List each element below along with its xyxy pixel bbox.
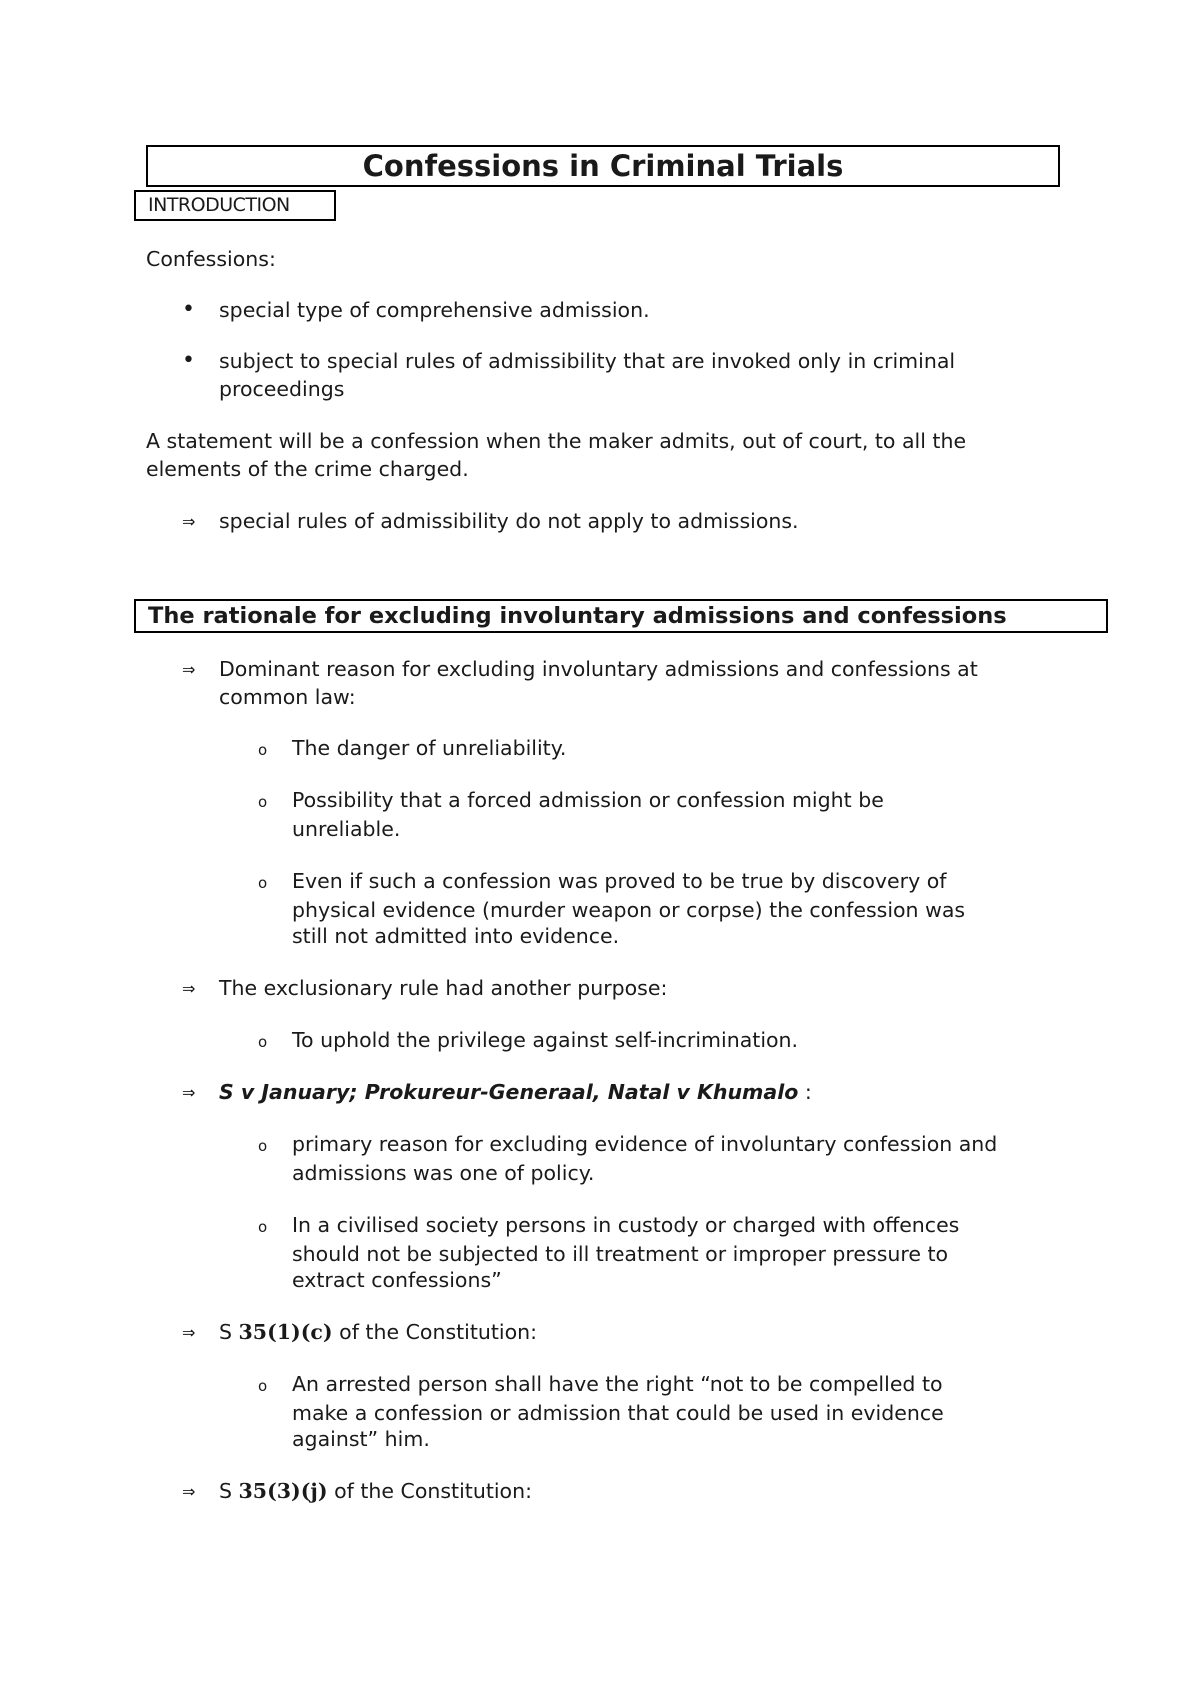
intro-bullet-2-line-1: subject to special rules of admissibility that are invoked only in criminal [219,349,956,373]
point-1-line-1: Dominant reason for excluding involuntary admissions and confessions at [219,657,978,681]
intro-lead: Confessions: [146,247,276,271]
point-1-sub-3-line-3: still not admitted into evidence. [292,924,620,948]
circle-marker: o [258,874,268,892]
section-suffix: of the Constitution: [334,1479,532,1503]
constitution-section-ref: 35(1)(c) [238,1320,333,1344]
case-citation: S v January; Prokureur-Generaal, Natal v Khumalo [219,1080,799,1104]
bullet-marker: • [182,348,195,373]
arrow-marker: ⇒ [182,660,196,679]
point-1-sub-2-line-2: unreliable. [292,817,401,841]
point-5 [219,1477,532,1505]
point-4-sub-1-line-2: make a confession or admission that could be used in evidence [292,1401,944,1425]
point-1-sub-3-line-1: Even if such a confession was proved to be true by discovery of [292,869,947,893]
circle-marker: o [258,1377,268,1395]
page-title: Confessions in Criminal Trials [146,145,1060,187]
circle-marker: o [258,1033,268,1051]
point-3-sub-2-line-2: should not be subjected to ill treatment or improper pressure to [292,1242,949,1266]
point-2-sub-1: To uphold the privilege against self-incrimination. [292,1028,799,1052]
arrow-marker: ⇒ [182,1482,196,1501]
constitution-section-ref: 35(3)(j) [238,1479,328,1503]
arrow-marker: ⇒ [182,512,196,531]
point-3-sub-2-line-3: extract confessions” [292,1268,502,1292]
case-colon: : [804,1080,812,1104]
point-1-sub-3-line-2: physical evidence (murder weapon or corpse) the confession was [292,898,966,922]
section-heading-rationale: The rationale for excluding involuntary admissions and confessions [134,599,1108,633]
statement-line-1: A statement will be a confession when the maker admits, out of court, to all the [146,429,967,453]
circle-marker: o [258,1137,268,1155]
circle-marker: o [258,793,268,811]
section-prefix: S [219,1320,233,1344]
point-4-sub-1-line-1: An arrested person shall have the right “not to be compelled to [292,1372,943,1396]
point-3-sub-1-line-2: admissions was one of policy. [292,1161,595,1185]
point-4-sub-1-line-3: against” him. [292,1427,430,1451]
statement-line-2: elements of the crime charged. [146,457,469,481]
section-prefix: S [219,1479,233,1503]
section-suffix: of the Constitution: [339,1320,538,1344]
section-label-introduction: INTRODUCTION [134,190,336,221]
arrow-marker: ⇒ [182,1323,196,1342]
point-1-sub-2-line-1: Possibility that a forced admission or confession might be [292,788,884,812]
intro-arrow-note: special rules of admissibility do not apply to admissions. [219,509,799,533]
circle-marker: o [258,1218,268,1236]
bullet-marker: • [182,297,195,322]
point-1-line-2: common law: [219,685,356,709]
point-4 [219,1318,537,1346]
circle-marker: o [258,741,268,759]
point-3-sub-1-line-1: primary reason for excluding evidence of involuntary confession and [292,1132,998,1156]
point-2: The exclusionary rule had another purpose: [219,976,668,1000]
arrow-marker: ⇒ [182,979,196,998]
intro-bullet-2-line-2: proceedings [219,377,345,401]
point-3 [219,1078,812,1106]
point-1-sub-1: The danger of unreliability. [292,736,567,760]
point-3-sub-2-line-1: In a civilised society persons in custody or charged with offences [292,1213,960,1237]
arrow-marker: ⇒ [182,1083,196,1102]
intro-bullet-1: special type of comprehensive admission. [219,298,650,322]
